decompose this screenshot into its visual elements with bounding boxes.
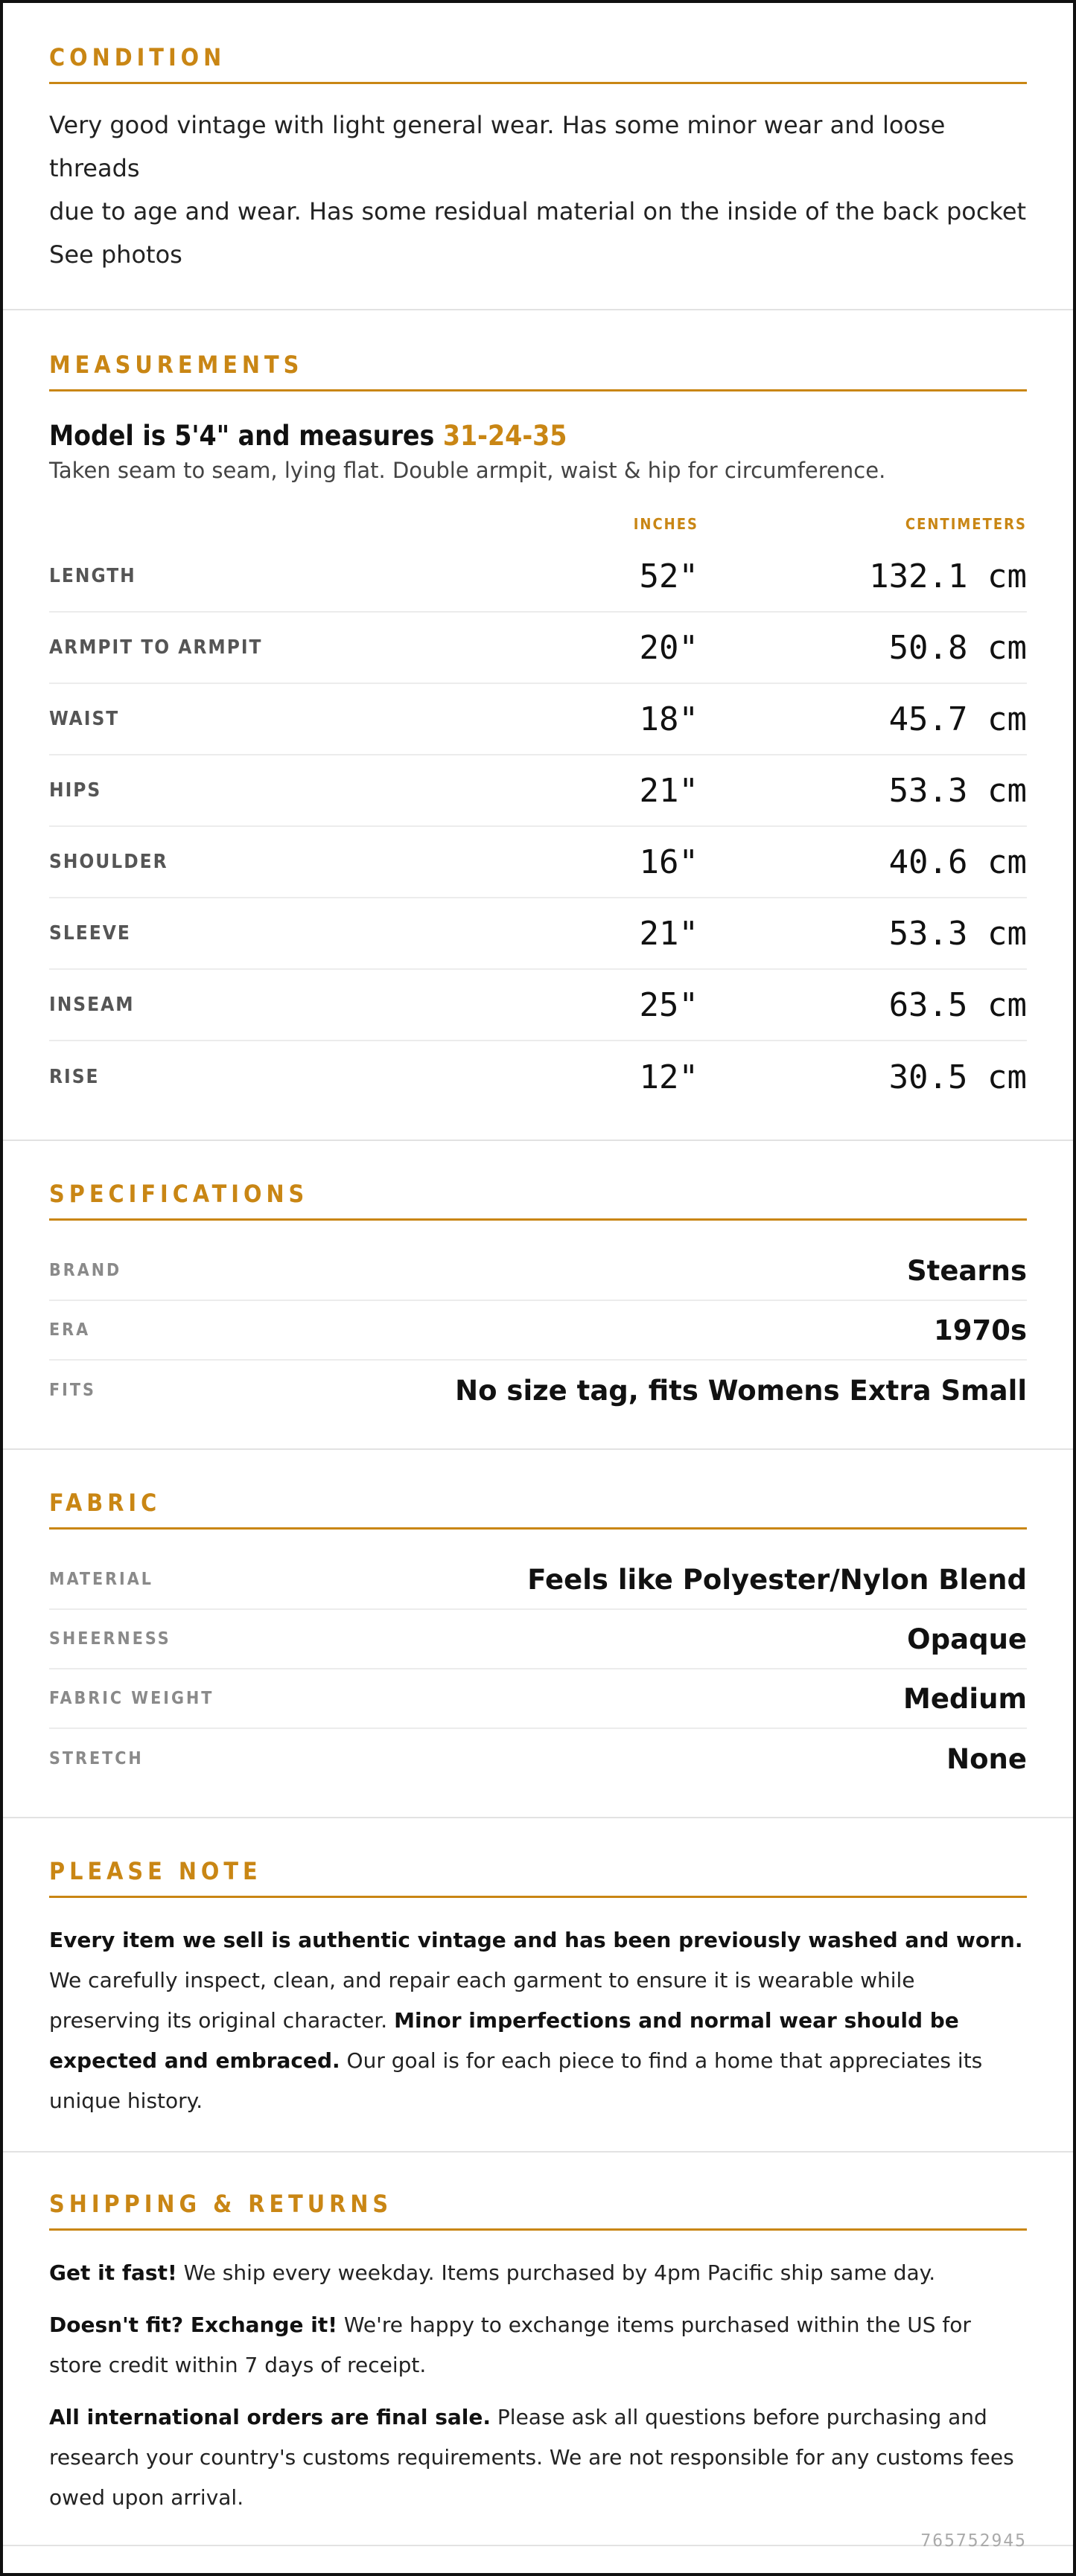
specifications-heading: SPECIFICATIONS [49, 1180, 1027, 1221]
measurement-cm: 53.3 cm [888, 771, 1027, 810]
spec-label: FITS [49, 1381, 96, 1400]
condition-heading: CONDITION [49, 43, 1027, 84]
shipping-emphasis: Get it fast! [49, 2260, 177, 2285]
fabric-value: Feels like Polyester/Nylon Blend [527, 1563, 1027, 1596]
fabric-label: MATERIAL [49, 1570, 153, 1589]
centimeters-column-header: CENTIMETERS [905, 515, 1027, 533]
measurements-heading: MEASUREMENTS [49, 351, 1027, 391]
measurement-cm: 30.5 cm [888, 1058, 1027, 1096]
measurement-inches: 18" [639, 700, 698, 738]
measurements-table [49, 541, 1027, 1113]
inches-column-header: INCHES [633, 515, 698, 533]
fabric-row [49, 1610, 1027, 1669]
fabric-row [49, 1669, 1027, 1729]
measurement-row [49, 755, 1027, 827]
measurement-row [49, 970, 1027, 1041]
measurement-label: HIPS [49, 779, 102, 802]
note-emphasis: Minor imperfections and normal wear should be expected and embraced. [49, 2008, 959, 2073]
shipping-emphasis: Doesn't fit? Exchange it! [49, 2313, 337, 2337]
fabric-value: Medium [903, 1682, 1027, 1715]
measurement-cm: 53.3 cm [888, 914, 1027, 953]
condition-section [3, 3, 1073, 310]
measurement-inches: 20" [639, 628, 698, 667]
fabric-value: None [946, 1742, 1027, 1775]
spec-row [49, 1361, 1027, 1420]
shipping-paragraph [49, 2305, 1027, 2385]
measurement-label: RISE [49, 1066, 100, 1088]
please-note-section [3, 1818, 1073, 2152]
shipping-text: We're happy to exchange items purchased within the US for store credit within 7 days of receipt. [49, 2313, 971, 2377]
shipping-returns-section [3, 2152, 1073, 2546]
condition-line: due to age and wear. Has some residual material on the inside of the back pocket [49, 197, 1027, 226]
please-note-body [49, 1920, 1027, 2121]
measurement-inches: 21" [639, 771, 698, 810]
note-emphasis: Every item we sell is authentic vintage and has been previously washed and worn. [49, 1928, 1023, 1952]
specifications-list [49, 1241, 1027, 1420]
measurement-inches: 21" [639, 914, 698, 953]
condition-line: Very good vintage with light general wear. Has some minor wear and loose threads [49, 111, 946, 182]
measurements-section [3, 310, 1073, 1141]
measurement-label: SLEEVE [49, 922, 131, 945]
fabric-heading: FABRIC [49, 1489, 1027, 1530]
please-note-heading: PLEASE NOTE [49, 1857, 1027, 1898]
measurement-cm: 45.7 cm [888, 700, 1027, 738]
spec-row [49, 1301, 1027, 1361]
condition-description [49, 103, 1027, 276]
measurement-label: SHOULDER [49, 851, 168, 873]
note-text: Our goal is for each piece to find a home that appreciates its unique history. [49, 2048, 983, 2113]
measurement-row [49, 827, 1027, 898]
measurement-row [49, 613, 1027, 684]
spec-value: Stearns [906, 1254, 1027, 1287]
fabric-section [3, 1450, 1073, 1818]
spec-label: ERA [49, 1320, 91, 1340]
fabric-label: STRETCH [49, 1749, 144, 1768]
measurement-cm: 40.6 cm [888, 843, 1027, 881]
spec-row [49, 1241, 1027, 1301]
measurement-label: WAIST [49, 708, 120, 730]
measurement-row [49, 684, 1027, 755]
spec-value: No size tag, fits Womens Extra Small [455, 1374, 1027, 1407]
fabric-row [49, 1729, 1027, 1789]
measurement-inches: 52" [639, 557, 698, 595]
fabric-value: Opaque [907, 1623, 1027, 1655]
model-measures-value: 31-24-35 [442, 420, 567, 452]
measurements-table-header [49, 513, 1027, 535]
shipping-text: We ship every weekday. Items purchased by 4pm Pacific ship same day. [176, 2260, 936, 2285]
measurement-label: LENGTH [49, 565, 136, 587]
shipping-emphasis: All international orders are final sale. [49, 2405, 491, 2429]
specifications-section [3, 1141, 1073, 1450]
measurement-inches: 25" [639, 985, 698, 1024]
fabric-list [49, 1550, 1027, 1789]
fabric-row [49, 1550, 1027, 1610]
shipping-text: Please ask all questions before purchasing and research your country's customs requirements. We are not responsible for any customs fees owed upon arrival. [49, 2405, 1014, 2510]
measurement-cm: 132.1 cm [869, 557, 1027, 595]
model-measures [49, 420, 1027, 452]
spec-value: 1970s [933, 1314, 1027, 1346]
measurement-cm: 63.5 cm [888, 985, 1027, 1024]
shipping-paragraph [49, 2397, 1027, 2518]
measurements-subtitle: Taken seam to seam, lying flat. Double armpit, waist & hip for circumference. [49, 458, 886, 483]
spec-label: BRAND [49, 1261, 122, 1280]
note-text: We carefully inspect, clean, and repair each garment to ensure it is wearable while preserving its original character. [49, 1968, 915, 2033]
model-prefix: Model is 5'4" and measures [49, 420, 443, 452]
measurement-inches: 12" [639, 1058, 698, 1096]
condition-line: See photos [49, 240, 182, 269]
shipping-returns-heading: SHIPPING & RETURNS [49, 2190, 1027, 2231]
measurement-row [49, 898, 1027, 970]
fabric-label: SHEERNESS [49, 1629, 171, 1649]
item-id: 765752945 [920, 2531, 1027, 2551]
measurement-row [49, 1041, 1027, 1113]
measurement-cm: 50.8 cm [888, 628, 1027, 667]
shipping-paragraph [49, 2253, 1027, 2293]
measurement-label: ARMPIT TO ARMPIT [49, 636, 263, 659]
measurement-label: INSEAM [49, 994, 135, 1016]
fabric-label: FABRIC WEIGHT [49, 1689, 214, 1708]
measurement-inches: 16" [639, 843, 698, 881]
measurement-row [49, 541, 1027, 613]
